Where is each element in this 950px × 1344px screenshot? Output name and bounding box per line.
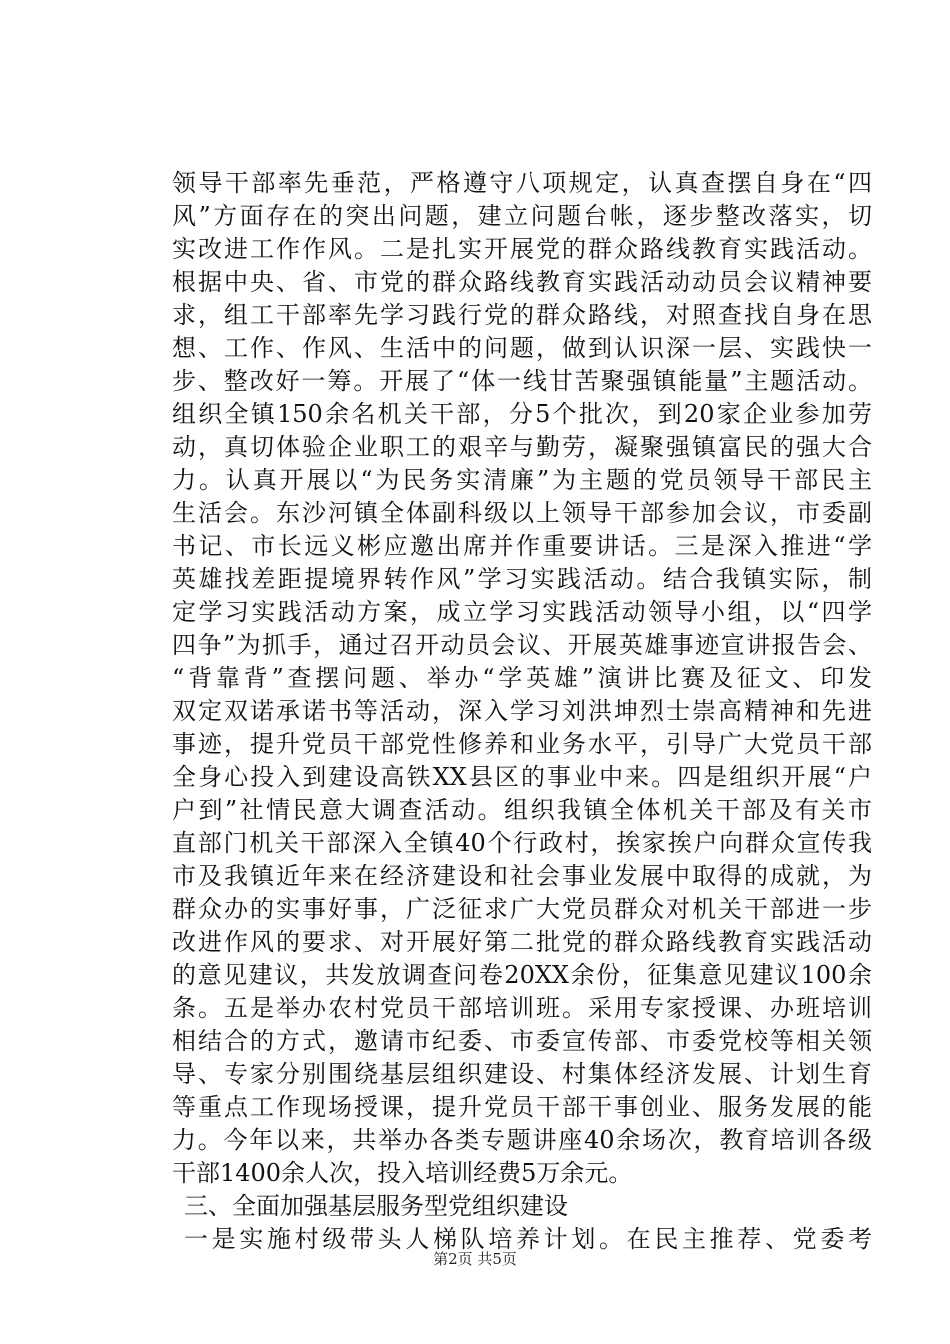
text-line: 英雄找差距提境界转作风”学习实践活动。结合我镇实际，制 [172,565,872,593]
text-line: 书记、市长远义彬应邀出席并作重要讲话。三是深入推进“学 [172,532,872,560]
text-line: 双定双诺承诺书等活动，深入学习刘洪坤烈士崇高精神和先进 [172,697,872,725]
text-line: 导、专家分别围绕基层组织建设、村集体经济发展、计划生育 [172,1060,872,1088]
text-line: 力。今年以来，共举办各类专题讲座40余场次，教育培训各级 [172,1126,872,1154]
paragraph-first-line: 一是实施村级带头人梯队培养计划。在民主推荐、党委考 [184,1225,872,1253]
text-line: 四争”为抓手，通过召开动员会议、开展英雄事迹宣讲报告会、 [172,631,872,659]
text-line: 根据中央、省、市党的群众路线教育实践活动动员会议精神要 [172,268,872,296]
text-line: 等重点工作现场授课，提升党员干部干事创业、服务发展的能 [172,1093,872,1121]
text-line: 市及我镇近年来在经济建设和社会事业发展中取得的成就，为 [172,862,872,890]
text-line: 力。认真开展以“为民务实清廉”为主题的党员领导干部民主 [172,466,872,494]
text-line: 生活会。东沙河镇全体副科级以上领导干部参加会议，市委副 [172,499,872,527]
body-text [172,167,872,1256]
page-number-footer: 第2页 共5页 [433,1250,517,1268]
text-line: 求，组工干部率先学习践行党的群众路线，对照查找自身在思 [172,301,872,329]
text-line: 事迹，提升党员干部党性修养和业务水平，引导广大党员干部 [172,730,872,758]
text-line: 全身心投入到建设高铁XX县区的事业中来。四是组织开展“户 [172,763,872,791]
text-line: 条。五是举办农村党员干部培训班。采用专家授课、办班培训 [172,994,872,1022]
text-line: “背靠背”查摆问题、举办“学英雄”演讲比赛及征文、印发 [172,664,872,692]
text-line: 组织全镇150余名机关干部，分5个批次，到20家企业参加劳 [172,400,872,428]
text-line: 实改进工作作风。二是扎实开展党的群众路线教育实践活动。 [172,235,872,263]
text-line: 群众办的实事好事，广泛征求广大党员群众对机关干部进一步 [172,895,872,923]
text-line: 想、工作、作风、生活中的问题，做到认识深一层、实践快一 [172,334,872,362]
text-line: 动，真切体验企业职工的艰辛与勤劳，凝聚强镇富民的强大合 [172,433,872,461]
text-line: 改进作风的要求、对开展好第二批党的群众路线教育实践活动 [172,928,872,956]
text-line: 直部门机关干部深入全镇40个行政村，挨家挨户向群众宣传我 [172,829,872,857]
text-line: 的意见建议，共发放调查问卷20XX余份，征集意见建议100余 [172,961,872,989]
text-line: 定学习实践活动方案，成立学习实践活动领导小组，以“四学 [172,598,872,626]
text-line: 步、整改好一筹。开展了“体一线甘苦聚强镇能量”主题活动。 [172,367,872,395]
text-line: 户到”社情民意大调查活动。组织我镇全体机关干部及有关市 [172,796,872,824]
text-line: 风”方面存在的突出问题，建立问题台帐，逐步整改落实，切 [172,202,872,230]
text-line: 领导干部率先垂范，严格遵守八项规定，认真查摆自身在“四 [172,169,872,197]
section-heading: 三、全面加强基层服务型党组织建设 [184,1192,568,1220]
text-line: 干部1400余人次，投入培训经费5万余元。 [172,1159,633,1187]
text-line: 相结合的方式，邀请市纪委、市委宣传部、市委党校等相关领 [172,1027,872,1055]
